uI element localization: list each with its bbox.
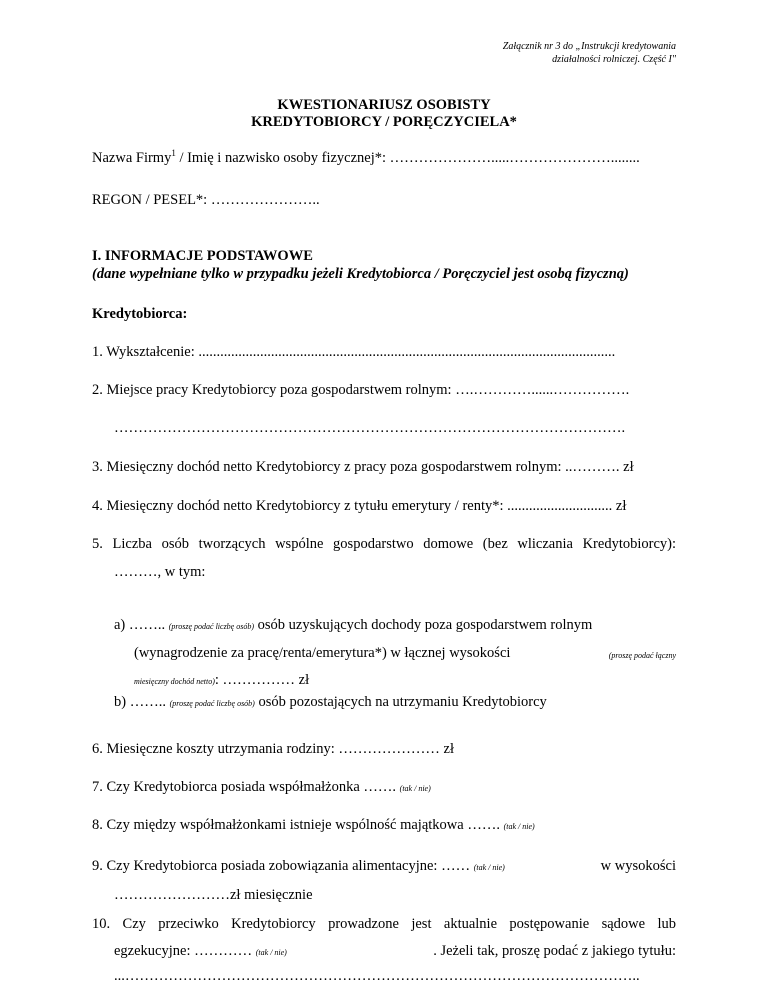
item-2-workplace[interactable]: 2. Miejsce pracy Kredytobiorcy poza gospodarstwem rolnym: ….…………......……………. — [92, 382, 630, 398]
item-5a-hint-2: (proszę podać łączny — [608, 651, 676, 660]
item-8-hint: (tak / nie) — [503, 822, 535, 831]
title-line-2: KREDYTOBIORCY / PORĘCZYCIELA* — [251, 114, 517, 130]
section-1-subheading: (dane wypełniane tylko w przypadku jeżeli Kredytobiorca / Poręczyciel jest osobą fizyczną) — [92, 266, 629, 282]
item-8-text: 8. Czy między współmałżonkami istnieje wspólność majątkowa ……. — [92, 817, 504, 833]
item-9-hint: (tak / nie) — [473, 863, 505, 872]
item-5b-hint: (proszę podać liczbę osób) — [169, 699, 255, 708]
item-9-alimony[interactable] — [92, 858, 676, 875]
item-5a-line-3[interactable] — [134, 672, 309, 689]
firm-label-rest: / Imię i nazwisko osoby fizycznej*: — [175, 150, 390, 166]
item-8-joint-property[interactable] — [92, 817, 535, 834]
item-7-hint: (tak / nie) — [399, 784, 431, 793]
item-5a-line2-text: (wynagrodzenie za pracę/renta/emerytura*) w łącznej wysokości — [134, 645, 511, 661]
item-5b-prefix: b) …….. — [114, 694, 170, 710]
item-3-work-income[interactable]: 3. Miesięczny dochód netto Kredytobiorcy z pracy poza gospodarstwem rolnym: ..………. zł — [92, 459, 634, 475]
item-7-spouse[interactable] — [92, 779, 431, 796]
item-5a-prefix: a) …….. — [114, 617, 169, 633]
item-5a-hint: (proszę podać liczbę osób) — [168, 622, 255, 631]
item-9-amount[interactable]: ……………………zł miesięcznie — [114, 887, 313, 903]
document-title — [0, 97, 768, 131]
item-5b-dependents[interactable] — [114, 694, 547, 711]
item-10-line-3[interactable]: ...…………………………………………………………………………………………….. — [114, 968, 640, 984]
attachment-header — [503, 40, 676, 66]
item-10-text: egzekucyjne: ………… — [114, 943, 256, 959]
header-line-1: Załącznik nr 3 do „Instrukcji kredytowania — [502, 41, 676, 52]
title-line-1: KWESTIONARIUSZ OSOBISTY — [277, 97, 491, 113]
item-10-tail: . Jeżeli tak, proszę podać z jakiego tytułu: — [433, 943, 676, 959]
item-5a-hint-3: miesięczny dochód netto) — [134, 677, 215, 686]
firm-name-field[interactable] — [92, 150, 640, 167]
item-5a-text: osób uzyskujących dochody poza gospodarstwem rolnym — [254, 617, 593, 633]
item-5-household: 5. Liczba osób tworzących wspólne gospodarstwo domowe (bez wliczania Kredytobiorcy): — [92, 536, 676, 552]
section-1-heading: I. INFORMACJE PODSTAWOWE — [92, 248, 313, 264]
item-2-workplace-cont[interactable]: ……………………………………………………………………………………………. — [114, 420, 626, 436]
item-10-proceedings: 10. Czy przeciwko Kredytobiorcy prowadzone jest aktualnie postępowanie sądowe lub — [92, 916, 676, 932]
item-9-text: 9. Czy Kredytobiorca posiada zobowiązania alimentacyjne: …… — [92, 858, 474, 874]
item-1-education[interactable]: 1. Wykształcenie: ................................................................................................................... — [92, 344, 616, 360]
regon-pesel-field[interactable]: REGON / PESEL*: ………………….. — [92, 192, 320, 208]
firm-label: Nazwa Firmy — [92, 150, 172, 166]
item-5a-amount[interactable]: : …………… zł — [214, 672, 310, 688]
item-9-tail: w wysokości — [600, 858, 676, 874]
item-5a-line-2 — [134, 645, 676, 667]
header-line-2: działalności rolniczej. Część I" — [552, 54, 676, 65]
item-10-line-2[interactable] — [114, 943, 676, 960]
borrower-label: Kredytobiorca: — [92, 306, 188, 322]
item-4-pension-income[interactable]: 4. Miesięczny dochód netto Kredytobiorcy z tytułu emerytury / renty*: ............................. zł — [92, 498, 627, 514]
item-6-family-costs[interactable]: 6. Miesięczne koszty utrzymania rodziny: ………………… zł — [92, 741, 455, 757]
item-10-hint: (tak / nie) — [255, 948, 287, 957]
item-7-text: 7. Czy Kredytobiorca posiada współmałżonka ……. — [92, 779, 400, 795]
item-5-household-count[interactable]: ………, w tym: — [114, 564, 206, 580]
item-5a-earners[interactable] — [114, 617, 676, 634]
item-5b-text: osób pozostających na utrzymaniu Kredytobiorcy — [254, 694, 547, 710]
footnote-ref-1: 1 — [171, 148, 176, 159]
firm-dots[interactable]: ………………….....…………………........ — [389, 150, 640, 166]
